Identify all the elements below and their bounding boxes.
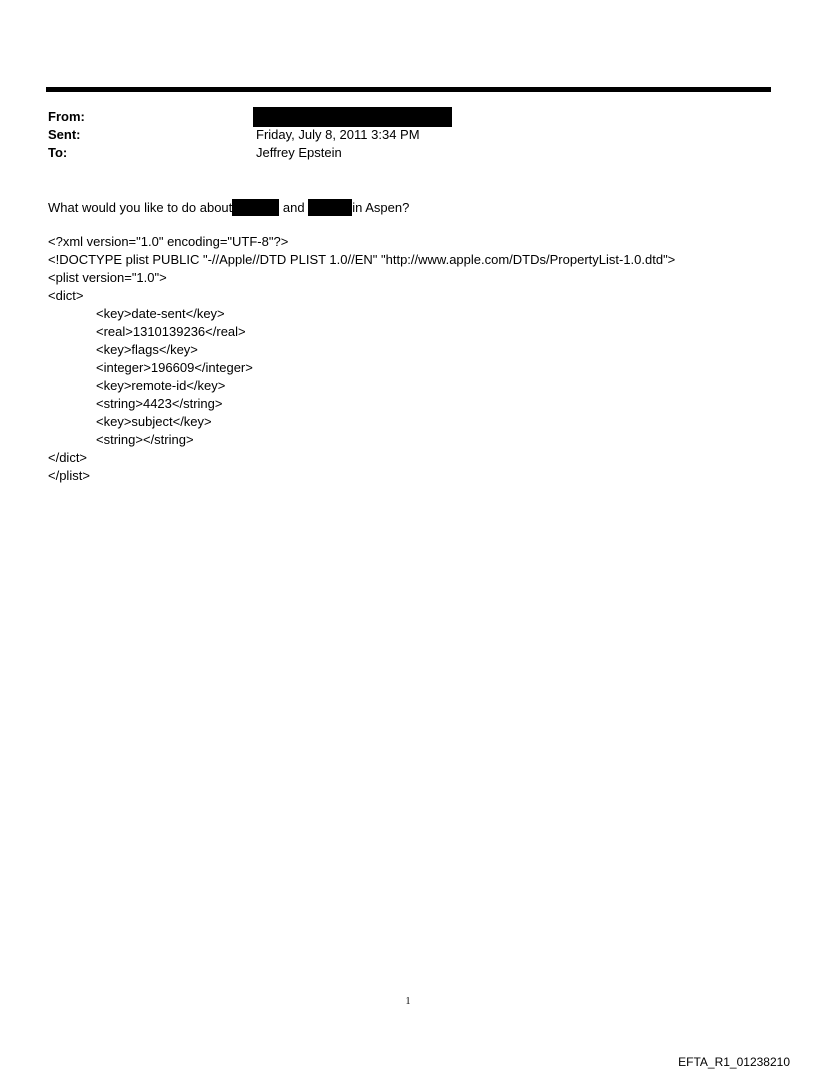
plist-line: <key>flags</key> [96, 342, 198, 357]
plist-line: <integer>196609</integer> [96, 360, 253, 375]
plist-line: <string>4423</string> [96, 396, 223, 411]
to-label: To: [48, 145, 68, 160]
message-text-1: What would you like to do about [48, 200, 233, 215]
redacted-name-1 [232, 199, 279, 216]
plist-line: <?xml version="1.0" encoding="UTF-8"?> [48, 234, 289, 249]
header-rule [46, 87, 771, 92]
plist-line: <key>date-sent</key> [96, 306, 225, 321]
plist-line: </plist> [48, 468, 90, 483]
bates-number: EFTA_R1_01238210 [678, 1055, 790, 1069]
message-text-2: and [282, 200, 305, 215]
plist-line: </dict> [48, 450, 88, 465]
to-value: Jeffrey Epstein [256, 145, 342, 160]
plist-line: <key>remote-id</key> [96, 378, 226, 393]
message-line [48, 199, 409, 216]
sent-value: Friday, July 8, 2011 3:34 PM [256, 127, 420, 142]
message-text-3: in Aspen? [352, 200, 410, 215]
plist-line: <plist version="1.0"> [48, 270, 167, 285]
sent-label: Sent: [48, 127, 81, 142]
plist-line: <string></string> [96, 432, 194, 447]
from-label: From: [48, 109, 85, 124]
redacted-name-2 [308, 199, 352, 216]
page-number: 1 [405, 996, 411, 1007]
plist-line: <real>1310139236</real> [96, 324, 246, 339]
plist-line: <dict> [48, 288, 84, 303]
plist-line: <key>subject</key> [96, 414, 212, 429]
plist-line: <!DOCTYPE plist PUBLIC "-//Apple//DTD PLIST 1.0//EN" "http://www.apple.com/DTDs/PropertyList-1.0.dtd"> [48, 252, 676, 267]
redacted-sender [253, 107, 452, 127]
